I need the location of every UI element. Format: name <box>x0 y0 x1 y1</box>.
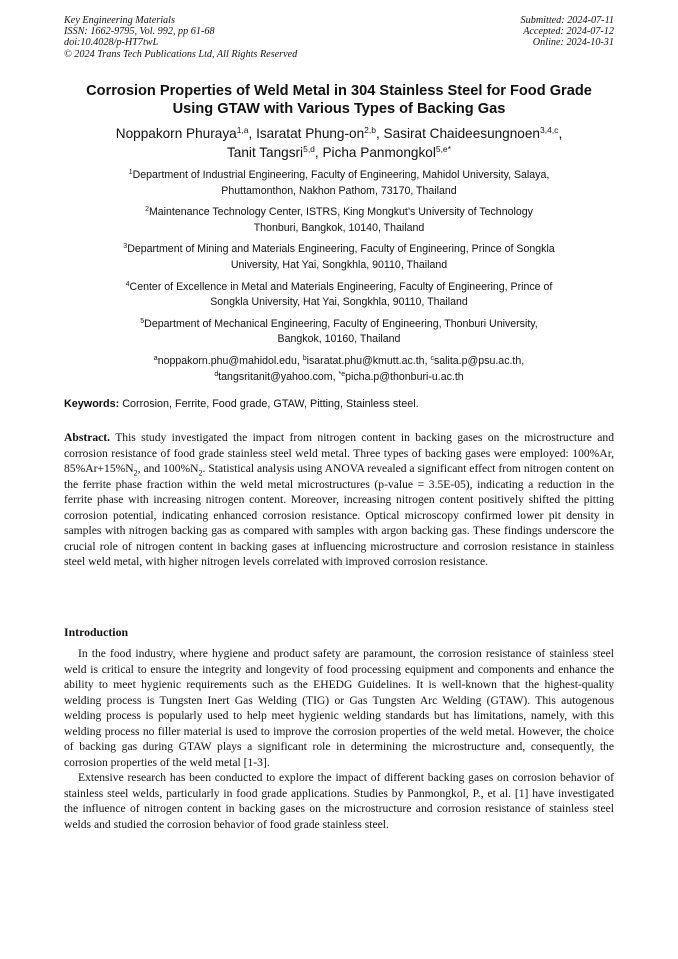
author: Picha Panmongkol$^{5,e*}$ <box>322 144 451 160</box>
email-link[interactable]: salita.p@psu.ac.th, <box>433 354 525 367</box>
online-date: Online: 2024-10-31 <box>532 37 614 49</box>
email-link[interactable]: tangsritanit@yahoo.com, <box>218 370 339 383</box>
paragraph: Extensive research has been conducted to explore the impact of different backing gases on corrosion behavior of stainless steel welds, particularly in food grade applications. Studies by Panmongkol, P., et al. [1] have investigated the influence of nitrogen content in backing gases on the microstructure and corrosion resistance of stainless steel welds and studied the corrosion behavior of food grade stainless steel. <box>64 771 614 831</box>
author-list <box>64 124 614 162</box>
affiliation: $^4$Center of Excellence in Metal and Materials Engineering, Faculty of Engineering, Prince of Songkla University, Hat Yai, Songkhla, 90110, Thailand <box>125 280 553 309</box>
keywords-label: Keywords: <box>64 398 120 410</box>
paper-title: Corrosion Properties of Weld Metal in 304 Stainless Steel for Food Grade Using GTAW with Various Types of Backing Gas <box>86 83 592 117</box>
submitted-date: Submitted: 2024-07-11 <box>520 15 614 26</box>
affiliation: $^5$Department of Mechanical Engineering, Faculty of Engineering, Thonburi University, Bangkok, 10160, Thailand <box>140 317 538 346</box>
email-link[interactable]: noppakorn.phu@mahidol.edu, <box>157 354 303 367</box>
introduction-section <box>64 646 614 832</box>
abstract: Abstract. This study investigated the impact from nitrogen content in backing gases on the microstructure and corrosion resistance of food grade stainless steel weld metal. Three types of backing gases were employed: 100%Ar, $85\%Ar+15\%N_2$, and $100\%N_2$. Statistical analysis using ANOVA revealed a significant effect from nitrogen content on the ferrite phase fraction within the weld metal microstructures (p-value = 3.5E-05), indicating a reduction in the ferrite phase with increasing nitrogen content. Moreover, increasing nitrogen content positively shifted the pitting corrosion potential, indicating enhanced corrosion resistance. Optical microscopy confirmed lower pit density in samples with nitrogen backing gas as compared with samples with argon backing gas. These findings underscore the crucial role of nitrogen content in backing gases at influencing microstructure and corrosion resistance in stainless steel weld metal, with higher nitrogen levels correlated with improved corrosion resistance. <box>64 431 614 568</box>
journal-copyright: © 2024 Trans Tech Publications Ltd, All Rights Reserved <box>64 48 298 60</box>
journal-doi: doi:10.4028/p-HT7twL <box>64 37 159 49</box>
journal-info <box>64 15 297 60</box>
author: Tanit Tangsri$^{5,d}$, <box>227 144 323 160</box>
author: Sasirat Chaideesungnoen$^{3,4,c}$, <box>383 125 563 141</box>
author-emails: $^a$noppakorn.phu@mahidol.edu, $^b$isaratat.phu@kmutt.ac.th, $^c$salita.p@psu.ac.th, $^d$tangsritanit@yahoo.com, $^{*e}$picha.p@thonburi-u.ac.th <box>153 354 525 383</box>
accepted-date: Accepted: 2024-07-12 <box>523 26 614 38</box>
email-link[interactable]: isaratat.phu@kmutt.ac.th, <box>306 354 431 367</box>
affiliation-list <box>64 168 614 385</box>
section-heading-introduction: Introduction <box>64 625 129 639</box>
abstract-label: Abstract. <box>64 431 111 444</box>
affiliation: $^2$Maintenance Technology Center, ISTRS, King Mongkut’s University of Technology Thonburi, Bangkok, 10140, Thailand <box>145 206 533 234</box>
affiliation: $^1$Department of Industrial Engineering, Faculty of Engineering, Mahidol University, Salaya, Phuttamonthon, Nakhon Pathom, 73170, Thailand <box>128 169 550 197</box>
keywords <box>64 397 614 411</box>
author: Isaratat Phung-on$^{2,b}$, <box>256 125 384 141</box>
author: Noppakorn Phuraya$^{1,a}$, <box>115 125 257 141</box>
journal-name: Key Engineering Materials <box>64 15 175 26</box>
email-link[interactable]: picha.p@thonburi-u.ac.th <box>345 370 464 383</box>
journal-issn: ISSN: 1662-9795, Vol. 992, pp 61-68 <box>64 26 215 38</box>
submission-dates <box>521 15 614 49</box>
paragraph: In the food industry, where hygiene and product safety are paramount, the corrosion resistance of stainless steel weld is critical to ensure the integrity and longevity of food processing equipment and components and enhance the ability to meet hygienic requirements such as the EHEDG Guidelines. It is well-known that the highest-quality welding process is Tungsten Inert Gas Welding (TIG) or Gas Tungsten Arc Welding (GTAW). This autogenous welding process is popularly used to help meet hygienic welding standards but has limitations, namely, with this welding process no filler material is used to improve the corrosion properties of the weld metal. However, the choice of backing gas during GTAW plays a significant role in determining the microstructure and, consequently, the corrosion properties of the weld metal [1-3]. <box>64 647 614 769</box>
keywords-text: Corrosion, Ferrite, Food grade, GTAW, Pitting, Stainless steel. <box>119 398 419 410</box>
affiliation: $^3$Department of Mining and Materials Engineering, Faculty of Engineering, Prince of Songkla University, Hat Yai, Songkhla, 90110, Thailand <box>123 243 555 271</box>
